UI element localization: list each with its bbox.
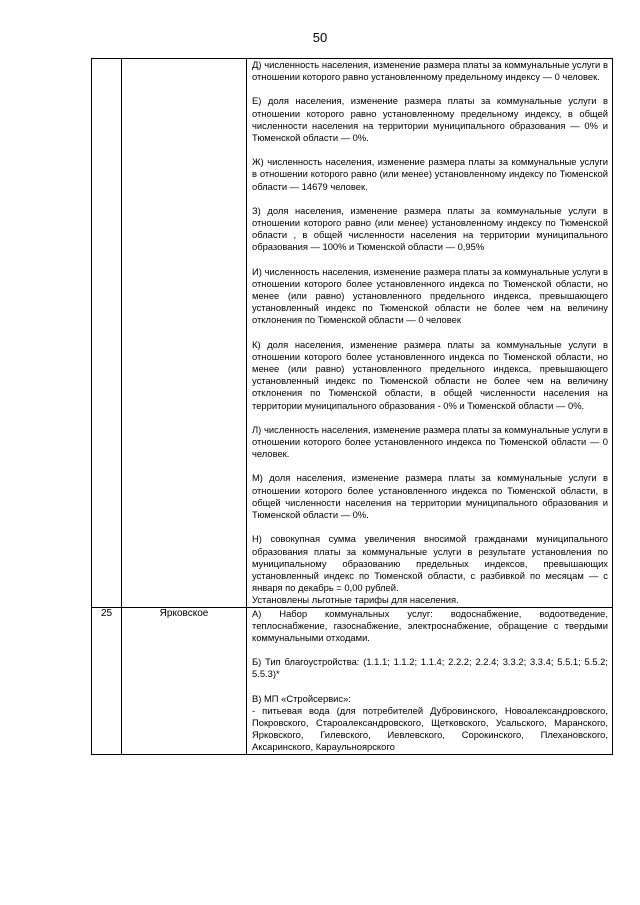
paragraph-drinking-water: - питьевая вода (для потребителей Дубровинского, Новоалександровского, Покровского, Староалександровского, Щетковского, Усальского, Маранского, Ярковского, Гилевского, Иевлевского, Сорокинского, Плехановского, Аксаринского, Караульноярского: [252, 704, 608, 753]
row-number-cell: 25: [92, 607, 122, 754]
paragraph-tariffs-note: Установлены льготные тарифы для населения.: [252, 594, 459, 606]
paragraph-l: Л) численность населения, изменение размера платы за коммунальные услуги в отношении которого более установленного индекса по Тюменской области — 0 человек.: [252, 423, 608, 460]
paragraph-v: В) МП «Стройсервис»:: [252, 692, 351, 704]
municipal-utilities-table: [91, 58, 613, 755]
paragraph-n: Н) совокупная сумма увеличения вносимой гражданами муниципального образования платы за коммунальные услуги в результате установления по муниципальному образованию предельных индексов, превышающих установленный индекс по Тюменской области, с разбивкой по месяцам — с января по декабрь = 0,00 рублей.: [252, 533, 608, 594]
paragraph-m: М) доля населения, изменение размера платы за коммунальные услуги в отношении которого более установленного индекса по Тюменской области, в общей численности населения на территории муниципального образования и Тюменской области — 0%.: [252, 472, 608, 521]
table-row: [92, 607, 613, 754]
table-row: [92, 59, 613, 608]
row-number-cell: [92, 59, 122, 608]
paragraph-b: Б) Тип благоустройства: (1.1.1; 1.1.2; 1.1.4; 2.2.2; 2.2.4; 3.3.2; 3.3.4; 5.5.1; 5.5.2; 5.5.3)*: [252, 656, 608, 680]
paragraph-i: И) численность населения, изменение размера платы за коммунальные услуги в отношении которого более установленного индекса по Тюменской области, но менее (или равно) установленного предельного индекса, превышающего установленный индекс по Тюменской области не более чем на величину отклонения по Тюменской области — 0 человек: [252, 265, 608, 326]
paragraph-zh: Ж) численность населения, изменение размера платы за коммунальные услуги в отношении которого равно (или менее) установленному индексу по Тюменской области — 14679 человек.: [252, 156, 608, 192]
paragraph-e: Е) доля населения, изменение размера платы за коммунальные услуги в отношении которого равно установленному предельному индексу, в общей численности населения на территории муниципального образования — 0% и Тюменской области — 0%.: [252, 95, 608, 144]
municipality-name-cell: [122, 59, 247, 608]
description-cell: [247, 59, 613, 608]
description-cell: [247, 607, 613, 754]
paragraph-d: Д) численность населения, изменение размера платы за коммунальные услуги в отношении которого равно установленному предельному индексу — 0 человек.: [252, 59, 608, 83]
page-number: 50: [312, 30, 328, 45]
paragraph-a: А) Набор коммунальных услуг: водоснабжение, водоотведение, теплоснабжение, газоснабжение, электроснабжение, обращение с твердыми коммунальными отходами.: [252, 607, 608, 643]
paragraph-z: З) доля населения, изменение размера платы за коммунальные услуги в отношении которого равно (или менее) установленному индексу по Тюменской области , в общей численности населения на территории муниципального образования — 100% и Тюменской области — 0,95%: [252, 204, 608, 253]
municipality-name-cell: Ярковское: [122, 607, 247, 754]
paragraph-k: К) доля населения, изменение размера платы за коммунальные услуги в отношении которого более установленного индекса по Тюменской области, но менее (или равно) установленного предельного индекса, превышающего установленный индекс по Тюменской области не более чем на величину отклонения по Тюменской области, в общей численности населения на территории муниципального образования - 0% и Тюменской области — 0%.: [252, 338, 608, 411]
